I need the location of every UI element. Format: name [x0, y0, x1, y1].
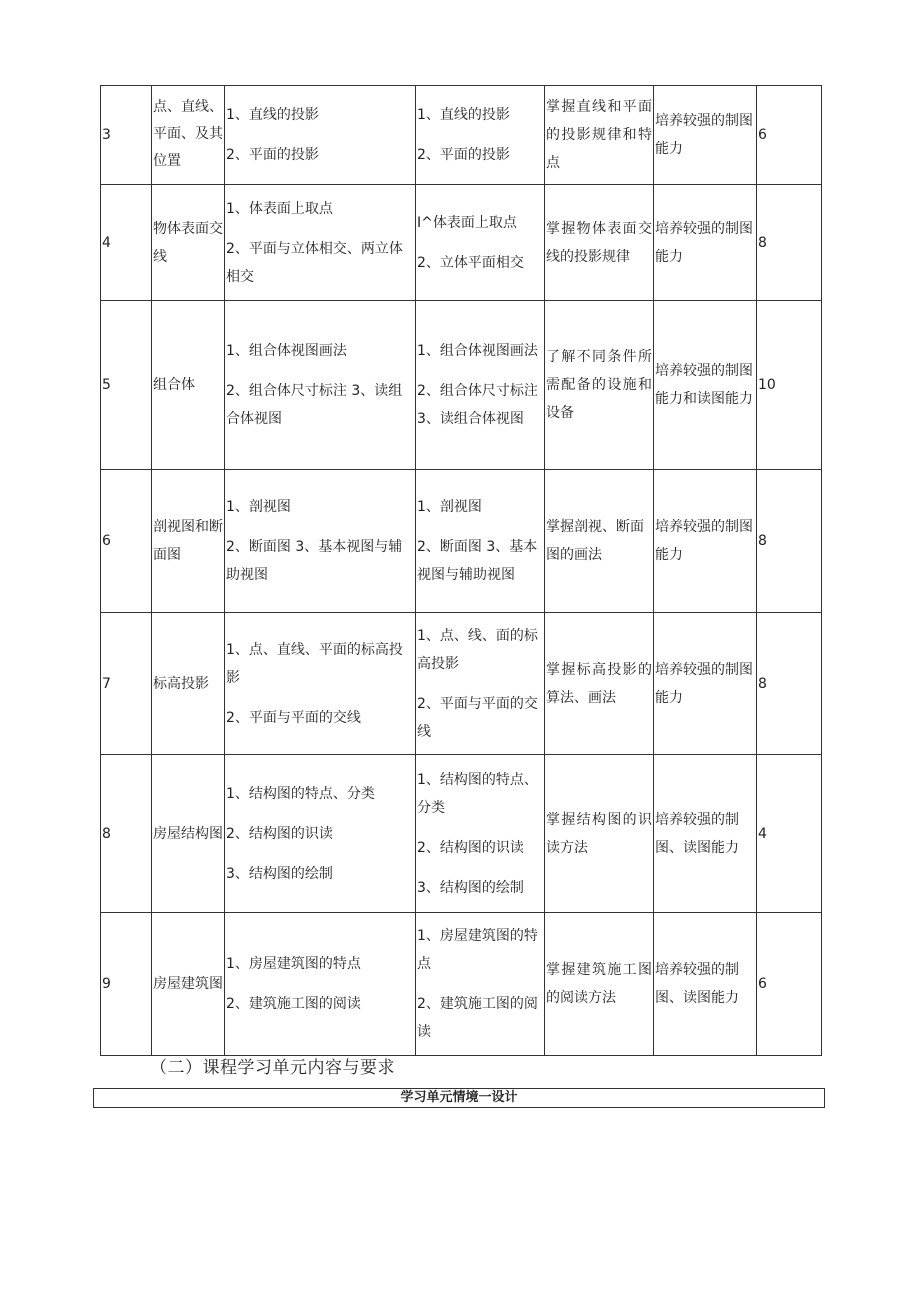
content-item: 2、建筑施工图的阅读 [226, 996, 361, 1012]
unit-hours: 8 [757, 613, 822, 755]
unit-topic: 标高投影 [152, 613, 225, 755]
point-item: 2、结构图的识读 [417, 839, 524, 856]
unit-number: 5 [101, 301, 152, 470]
unit-content [225, 913, 416, 1056]
point-item: 1、组合体视图画法 [417, 343, 538, 359]
content-item: 1、房屋建筑图的特点 [226, 956, 361, 972]
unit-number: 8 [101, 755, 152, 913]
unit-ability: 培养较强的制图能力 [654, 185, 757, 301]
content-item: 2、平面的投影 [226, 147, 319, 163]
unit-content [225, 185, 416, 301]
content-item: 1、点、直线、平面的标高投影 [226, 641, 403, 686]
unit-number: 6 [101, 470, 152, 613]
unit-content [225, 470, 416, 613]
unit-knowledge: 了解不同条件所需配备的设施和设备 [545, 301, 654, 470]
unit-points [416, 301, 545, 470]
unit-points [416, 86, 545, 185]
unit-ability: 培养较强的制图能力和读图能力 [654, 301, 757, 470]
unit-number: 3 [101, 86, 152, 185]
content-item: 1、直线的投影 [226, 107, 319, 123]
unit-number: 9 [101, 913, 152, 1056]
unit-hours: 8 [757, 470, 822, 613]
table-row [101, 185, 822, 301]
content-item: 1、结构图的特点、分类 [226, 785, 375, 802]
point-item: 1、剖视图 [417, 499, 482, 515]
design-table-title: 学习单元情境一设计 [400, 1090, 518, 1105]
table-row [101, 613, 822, 755]
point-item: 1、点、线、面的标高投影 [417, 627, 538, 672]
unit-knowledge: 掌握结构图的识读方法 [545, 755, 654, 913]
unit-hours: 10 [757, 301, 822, 470]
point-item: 1、结构图的特点、分类 [417, 771, 538, 816]
table-row [101, 470, 822, 613]
content-item: 2、断面图 3、基本视图与辅助视图 [226, 539, 403, 583]
point-item: 2、断面图 3、基本视图与辅助视图 [417, 539, 538, 583]
content-item: 2、组合体尺寸标注 3、读组合体视图 [226, 383, 403, 427]
content-item: 1、组合体视图画法 [226, 343, 347, 359]
point-item: 1、直线的投影 [417, 107, 510, 123]
point-item: 1、房屋建筑图的特点 [417, 928, 538, 972]
point-item: 3、结构图的绘制 [417, 879, 524, 896]
unit-topic: 房屋结构图 [152, 755, 225, 913]
table-row [101, 86, 822, 185]
point-item: 2、组合体尺寸标注 3、读组合体视图 [417, 383, 538, 427]
content-item: 2、结构图的识读 [226, 825, 333, 842]
unit-hours: 6 [757, 86, 822, 185]
unit-knowledge: 掌握直线和平面的投影规律和特点 [545, 86, 654, 185]
section-title: （二）课程学习单元内容与要求 [150, 1058, 395, 1078]
unit-ability: 培养较强的制图能力 [654, 613, 757, 755]
unit-knowledge: 掌握物体表面交线的投影规律 [545, 185, 654, 301]
content-item: 3、结构图的绘制 [226, 865, 333, 882]
unit-hours: 6 [757, 913, 822, 1056]
unit-knowledge: 掌握建筑施工图的阅读方法 [545, 913, 654, 1056]
unit-points [416, 755, 545, 913]
unit-ability: 培养较强的制图、读图能力 [654, 913, 757, 1056]
course-units-table [100, 85, 822, 1056]
unit-number: 7 [101, 613, 152, 755]
unit-points [416, 470, 545, 613]
unit-topic-text: 点、直线、平面、及其位置 [153, 99, 223, 169]
unit-knowledge: 掌握剖视、断面图的画法 [545, 470, 654, 613]
unit-topic: 组合体 [152, 301, 225, 470]
unit-hours: 8 [757, 185, 822, 301]
unit-content [225, 613, 416, 755]
unit-hours: 4 [757, 755, 822, 913]
unit-topic: 剖视图和断面图 [152, 470, 225, 613]
unit-number: 4 [101, 185, 152, 301]
unit-content [225, 755, 416, 913]
point-item: 2、建筑施工图的阅读 [417, 996, 538, 1040]
unit-knowledge: 掌握标高投影的算法、画法 [545, 613, 654, 755]
unit-content [225, 86, 416, 185]
unit-topic [152, 86, 225, 185]
unit-topic: 物体表面交线 [152, 185, 225, 301]
table-row [101, 913, 822, 1056]
unit-ability: 培养较强的制图、读图能力 [654, 755, 757, 913]
unit-topic: 房屋建筑图 [152, 913, 225, 1056]
unit-content [225, 301, 416, 470]
point-item: I^体表面上取点 [417, 214, 517, 231]
unit-points [416, 913, 545, 1056]
content-item: 1、剖视图 [226, 499, 291, 515]
content-item: 2、平面与平面的交线 [226, 709, 361, 726]
unit-ability: 培养较强的制图能力 [654, 86, 757, 185]
table-row [101, 755, 822, 913]
unit-ability: 培养较强的制图能力 [654, 470, 757, 613]
unit-points [416, 185, 545, 301]
content-item: 2、平面与立体相交、两立体相交 [226, 240, 403, 285]
point-item: 2、平面的投影 [417, 147, 510, 163]
table-row [101, 301, 822, 470]
point-item: 2、立体平面相交 [417, 254, 524, 271]
unit-points [416, 613, 545, 755]
point-item: 2、平面与平面的交线 [417, 695, 538, 740]
content-item: 1、体表面上取点 [226, 200, 333, 217]
design-table-header [93, 1088, 825, 1108]
